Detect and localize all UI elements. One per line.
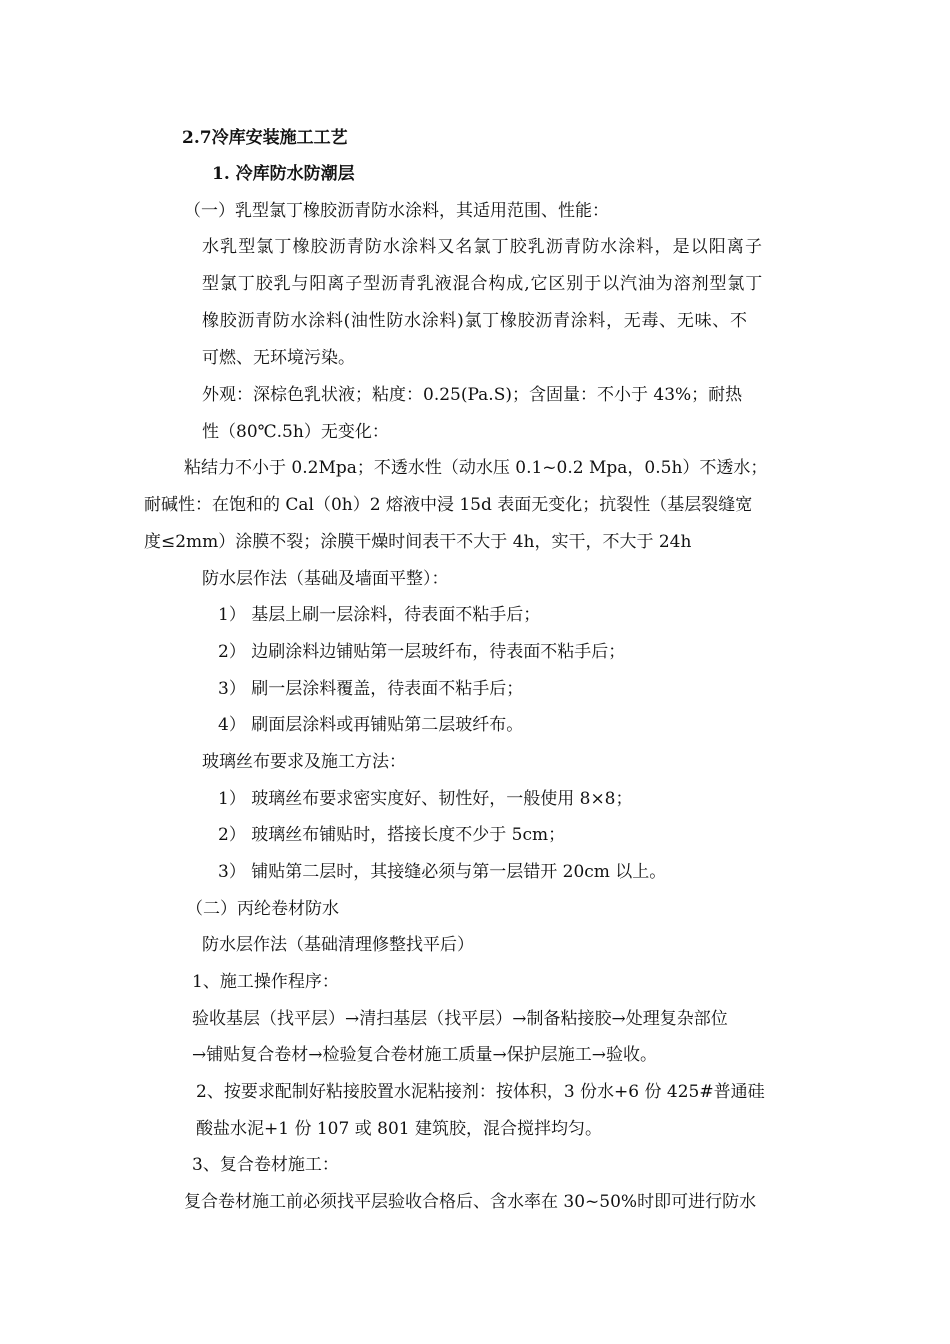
subsection-heading: 1. 冷库防水防潮层 bbox=[212, 164, 355, 184]
step-body-line: 酸盐水泥+1 份 107 或 801 建筑胶，混合搅拌均匀。 bbox=[196, 1119, 602, 1139]
list-item: 3） 刷一层涂料覆盖，待表面不粘手后； bbox=[218, 679, 524, 699]
section2-title: （二）丙纶卷材防水 bbox=[186, 899, 339, 919]
step-title: 3、复合卷材施工： bbox=[192, 1155, 339, 1175]
property-line: 粘结力不小于 0.2Mpa；不透水性（动水压 0.1~0.2 Mpa，0.5h）不透水； bbox=[184, 458, 768, 478]
paragraph-line: 橡胶沥青防水涂料(油性防水涂料)氯丁橡胶沥青涂料，无毒、无味、不 bbox=[202, 311, 748, 331]
section1-title: （一）乳型氯丁橡胶沥青防水涂料，其适用范围、性能： bbox=[184, 201, 609, 221]
glass-title: 玻璃丝布要求及施工方法： bbox=[202, 752, 406, 772]
property-line: 外观：深棕色乳状液；粘度：0.25(Pa.S)；含固量：不小于 43%；耐热 bbox=[202, 385, 743, 405]
paragraph-line: 型氯丁胶乳与阳离子型沥青乳液混合构成,它区别于以汽油为溶剂型氯丁 bbox=[202, 274, 764, 294]
list-item: 2） 玻璃丝布铺贴时，搭接长度不少于 5cm； bbox=[218, 825, 566, 845]
property-line: 性（80℃.5h）无变化： bbox=[202, 422, 389, 442]
paragraph-line: 可燃、无环境污染。 bbox=[202, 348, 355, 368]
step-body-line: →铺贴复合卷材→检验复合卷材施工质量→保护层施工→验收。 bbox=[192, 1045, 657, 1065]
list-item: 1） 基层上刷一层涂料，待表面不粘手后； bbox=[218, 605, 541, 625]
method-title: 防水层作法（基础清理修整找平后） bbox=[202, 935, 474, 955]
step-title: 1、施工操作程序： bbox=[192, 972, 339, 992]
paragraph-line: 水乳型氯丁橡胶沥青防水涂料又名氯丁胶乳沥青防水涂料，是以阳离子 bbox=[202, 237, 764, 257]
list-item: 4） 刷面层涂料或再铺贴第二层玻纤布。 bbox=[218, 715, 524, 735]
list-item: 2） 边刷涂料边铺贴第一层玻纤布，待表面不粘手后； bbox=[218, 642, 626, 662]
method-title: 防水层作法（基础及墙面平整）： bbox=[202, 569, 449, 589]
property-line: 度≤2mm）涂膜不裂；涂膜干燥时间表干不大于 4h，实干，不大于 24h bbox=[144, 532, 692, 552]
list-item: 3） 铺贴第二层时，其接缝必须与第一层错开 20cm 以上。 bbox=[218, 862, 667, 882]
property-line: 耐碱性：在饱和的 Cal（0h）2 熔液中浸 15d 表面无变化；抗裂性（基层裂缝宽 bbox=[144, 495, 753, 515]
section-heading: 2.7冷库安装施工工艺 bbox=[182, 128, 348, 148]
step-body-line: 2、按要求配制好粘接胶置水泥粘接剂：按体积，3 份水+6 份 425#普通硅 bbox=[196, 1082, 765, 1102]
step-body-line: 验收基层（找平层）→清扫基层（找平层）→制备粘接胶→处理复杂部位 bbox=[192, 1009, 728, 1029]
list-item: 1） 玻璃丝布要求密实度好、韧性好，一般使用 8×8； bbox=[218, 789, 633, 809]
step-body-line: 复合卷材施工前必须找平层验收合格后、含水率在 30~50%时即可进行防水 bbox=[184, 1192, 757, 1212]
